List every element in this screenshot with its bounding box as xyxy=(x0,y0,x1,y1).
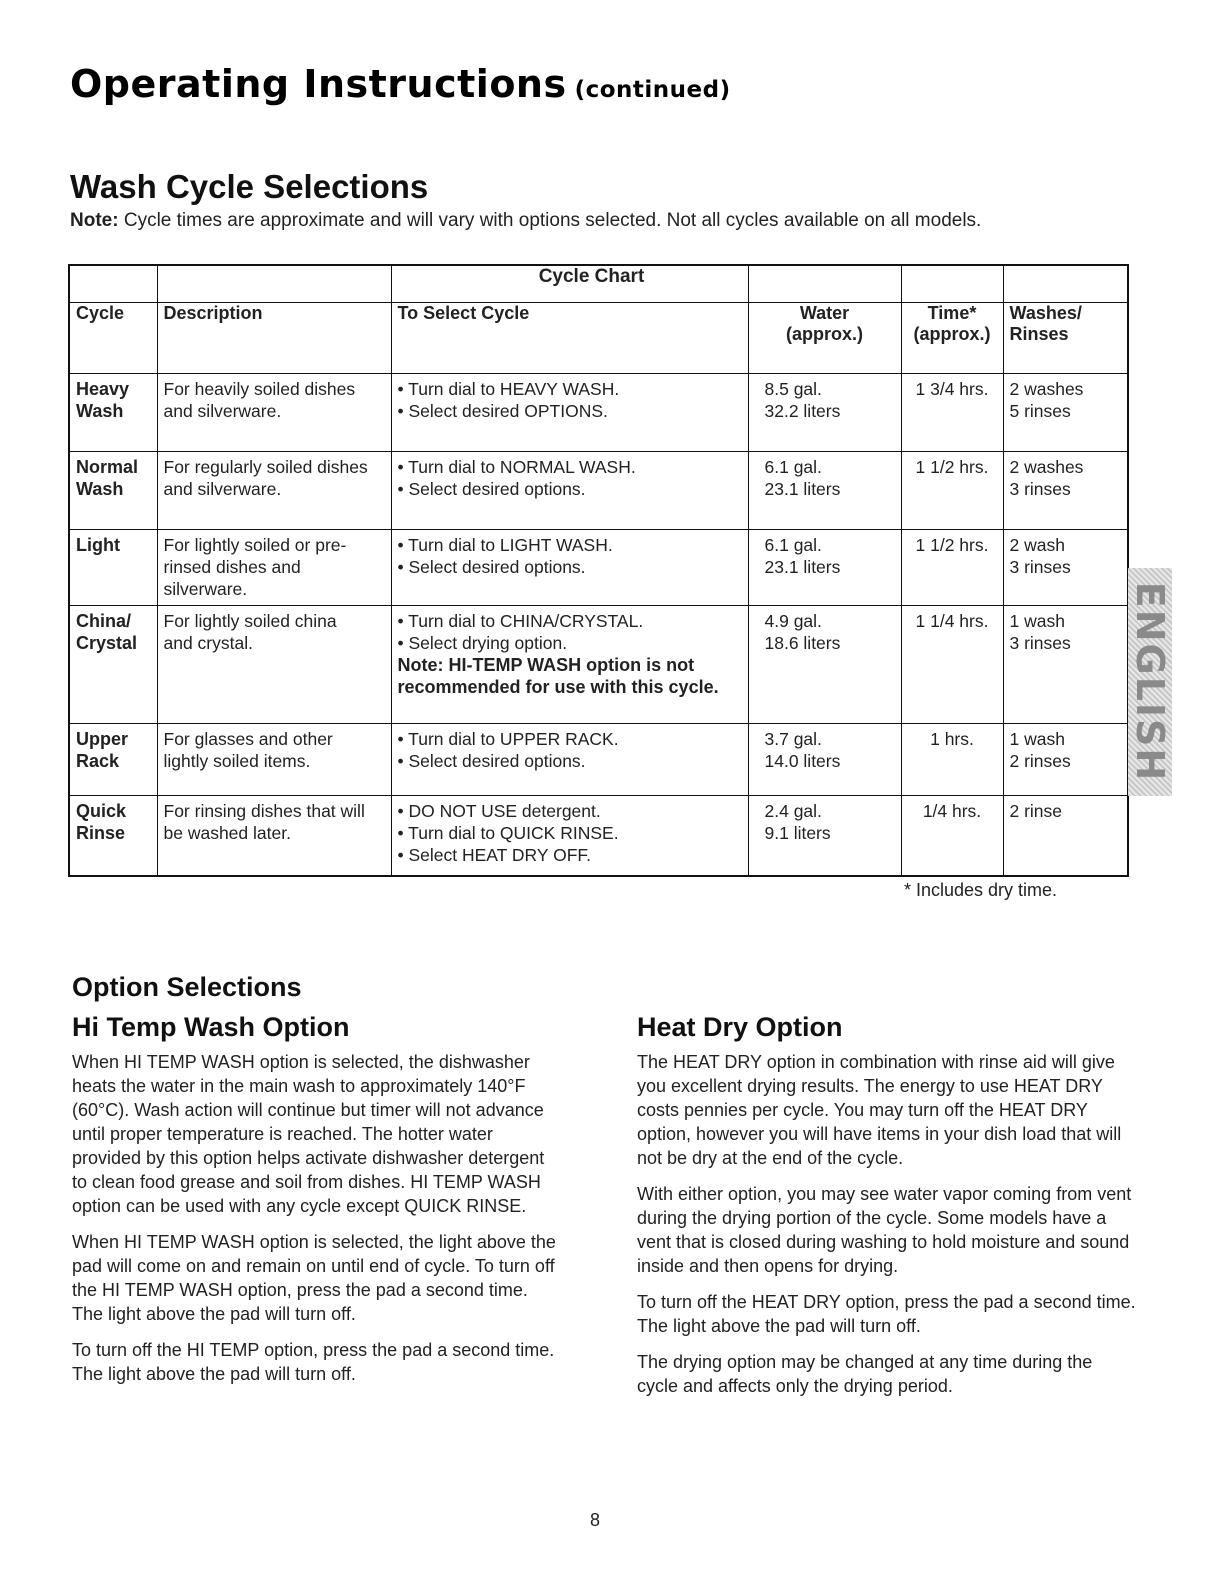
washes-line: 2 washes xyxy=(1009,457,1084,477)
cycle-chart-table xyxy=(68,264,1129,877)
heat-dry-body xyxy=(637,1050,1137,1410)
rinses-line: 5 rinses xyxy=(1009,401,1071,421)
water-liters: 18.6 liters xyxy=(764,633,841,653)
water-liters: 14.0 liters xyxy=(764,751,841,771)
note-label: Note: xyxy=(70,210,119,231)
header-washes-line1: Washes/ xyxy=(1009,303,1082,323)
select-step: • DO NOT USE detergent. xyxy=(397,801,601,821)
cycle-time: 1 1/4 hrs. xyxy=(901,606,1003,724)
select-step: • Turn dial to LIGHT WASH. xyxy=(397,535,613,555)
cycle-description xyxy=(157,452,391,530)
heat-dry-paragraph: With either option, you may see water vapor coming from vent during the drying portion of the cycle. Some models have a vent that is closed during washing to hold moisture and sound inside and then opens for drying. xyxy=(637,1184,1132,1276)
cycle-washes xyxy=(1003,724,1128,796)
select-step: • Turn dial to HEAVY WASH. xyxy=(397,379,620,399)
hi-temp-title: Hi Temp Wash Option xyxy=(72,1012,350,1042)
cycle-name-line: Upper xyxy=(76,729,129,749)
page-title-text: Operating Instructions xyxy=(70,62,567,106)
select-step: • Select desired options. xyxy=(397,557,586,577)
cycle-water xyxy=(748,724,901,796)
language-side-tab-label: ENGLISH xyxy=(1128,581,1172,783)
desc-line: and silverware. xyxy=(163,401,282,421)
note-text: Cycle times are approximate and will vary with options selected. Not all cycles available on all models. xyxy=(118,210,982,231)
cycle-name xyxy=(69,452,157,530)
page-title-suffix: (continued) xyxy=(574,77,731,103)
water-gal: 3.7 gal. xyxy=(764,729,822,749)
caption-blank xyxy=(1003,265,1128,303)
section-title: Wash Cycle Selections xyxy=(70,168,429,205)
select-note: Note: HI-TEMP WASH option is not recommended for use with this cycle. xyxy=(397,655,719,697)
cycle-select xyxy=(391,606,748,724)
note-line xyxy=(70,210,981,232)
header-time xyxy=(901,303,1003,374)
washes-line: 2 wash xyxy=(1009,535,1065,555)
heat-dry-paragraph: The drying option may be changed at any time during the cycle and affects only the drying period. xyxy=(637,1352,1093,1396)
select-step: • Turn dial to QUICK RINSE. xyxy=(397,823,619,843)
cycle-name-line: Heavy xyxy=(76,379,130,399)
select-step: • Select desired options. xyxy=(397,751,586,771)
cycle-description xyxy=(157,724,391,796)
desc-line: silverware. xyxy=(163,579,248,599)
washes-line: 1 wash xyxy=(1009,611,1065,631)
cycle-description xyxy=(157,606,391,724)
water-liters: 23.1 liters xyxy=(764,557,841,577)
cycle-name-line: Rinse xyxy=(76,823,126,843)
water-liters: 32.2 liters xyxy=(764,401,841,421)
cycle-select xyxy=(391,724,748,796)
water-gal: 8.5 gal. xyxy=(764,379,822,399)
header-water xyxy=(748,303,901,374)
chart-caption-row xyxy=(69,265,1128,303)
water-liters: 23.1 liters xyxy=(764,479,841,499)
table-row xyxy=(69,452,1128,530)
cycle-select xyxy=(391,452,748,530)
select-step: • Select desired OPTIONS. xyxy=(397,401,608,421)
water-gal: 2.4 gal. xyxy=(764,801,822,821)
cycle-name xyxy=(69,606,157,724)
cycle-washes xyxy=(1003,606,1128,724)
heat-dry-paragraph: To turn off the HEAT DRY option, press the pad a second time. The light above the pad will turn off. xyxy=(637,1292,1136,1336)
select-step: • Select drying option. xyxy=(397,633,568,653)
header-water-line1: Water xyxy=(799,303,850,323)
cycle-name-line: Crystal xyxy=(76,633,138,653)
select-step: • Turn dial to UPPER RACK. xyxy=(397,729,619,749)
cycle-name-line: Normal xyxy=(76,457,139,477)
table-row xyxy=(69,796,1128,876)
desc-line: For glasses and other xyxy=(163,729,333,749)
washes-line: 2 rinse xyxy=(1009,801,1063,821)
cycle-select xyxy=(391,374,748,452)
cycle-description xyxy=(157,374,391,452)
cycle-time: 1 3/4 hrs. xyxy=(901,374,1003,452)
hi-temp-paragraph: To turn off the HI TEMP option, press the pad a second time. The light above the pad will turn off. xyxy=(72,1340,555,1384)
heat-dry-paragraph: The HEAT DRY option in combination with rinse aid will give you excellent drying results. The energy to use HEAT DRY costs pennies per cycle. You may turn off the HEAT DRY option, however you will have items in your dish load that will not be dry at the end of the cycle. xyxy=(637,1052,1122,1168)
cycle-washes xyxy=(1003,374,1128,452)
select-step: • Select HEAT DRY OFF. xyxy=(397,845,591,865)
desc-line: For lightly soiled china xyxy=(163,611,337,631)
desc-line: For lightly soiled or pre- xyxy=(163,535,347,555)
water-liters: 9.1 liters xyxy=(764,823,831,843)
table-footnote: * Includes dry time. xyxy=(904,880,1058,900)
table-row xyxy=(69,530,1128,606)
cycle-name-line: China/ xyxy=(76,611,132,631)
header-time-line1: Time* xyxy=(927,303,977,323)
rinses-line: 2 rinses xyxy=(1009,751,1071,771)
water-gal: 6.1 gal. xyxy=(764,535,822,555)
rinses-line: 3 rinses xyxy=(1009,557,1071,577)
chart-caption: Cycle Chart xyxy=(391,265,748,303)
cycle-select xyxy=(391,796,748,876)
desc-line: For regularly soiled dishes xyxy=(163,457,368,477)
hi-temp-body xyxy=(72,1050,562,1398)
cycle-washes xyxy=(1003,452,1128,530)
cycle-name xyxy=(69,530,157,606)
header-select: To Select Cycle xyxy=(391,303,748,374)
cycle-name-line: Rack xyxy=(76,751,120,771)
select-step: • Turn dial to NORMAL WASH. xyxy=(397,457,636,477)
desc-line: and crystal. xyxy=(163,633,253,653)
rinses-line: 3 rinses xyxy=(1009,633,1071,653)
table-row xyxy=(69,374,1128,452)
caption-blank xyxy=(901,265,1003,303)
language-side-tab xyxy=(1128,568,1172,796)
cycle-time: 1 hrs. xyxy=(901,724,1003,796)
cycle-water xyxy=(748,374,901,452)
header-washes-line2: Rinses xyxy=(1009,324,1069,344)
cycle-time: 1 1/2 hrs. xyxy=(901,530,1003,606)
desc-line: be washed later. xyxy=(163,823,291,843)
hi-temp-paragraph: When HI TEMP WASH option is selected, the light above the pad will come on and remain on until end of cycle. To turn off the HI TEMP WASH option, press the pad a second time. The light above the pad will turn off. xyxy=(72,1232,556,1324)
header-washes xyxy=(1003,303,1128,374)
cycle-water xyxy=(748,452,901,530)
cycle-washes xyxy=(1003,530,1128,606)
select-step: • Turn dial to CHINA/CRYSTAL. xyxy=(397,611,644,631)
cycle-name-line: Wash xyxy=(76,401,124,421)
rinses-line: 3 rinses xyxy=(1009,479,1071,499)
cycle-name xyxy=(69,724,157,796)
caption-blank xyxy=(748,265,901,303)
heat-dry-title: Heat Dry Option xyxy=(637,1012,843,1042)
desc-line: and silverware. xyxy=(163,479,282,499)
header-cycle: Cycle xyxy=(69,303,157,374)
caption-blank xyxy=(157,265,391,303)
cycle-name-line: Light xyxy=(76,535,120,555)
washes-line: 1 wash xyxy=(1009,729,1065,749)
page-number: 8 xyxy=(590,1510,601,1530)
select-step: • Select desired options. xyxy=(397,479,586,499)
table-row xyxy=(69,724,1128,796)
desc-line: rinsed dishes and xyxy=(163,557,301,577)
table-row xyxy=(69,606,1128,724)
cycle-select xyxy=(391,530,748,606)
option-selections-title: Option Selections xyxy=(72,972,302,1002)
desc-line: lightly soiled items. xyxy=(163,751,311,771)
cycle-name xyxy=(69,374,157,452)
cycle-water xyxy=(748,796,901,876)
header-time-line2: (approx.) xyxy=(913,324,991,344)
water-gal: 4.9 gal. xyxy=(764,611,822,631)
cycle-name xyxy=(69,796,157,876)
cycle-time: 1/4 hrs. xyxy=(901,796,1003,876)
hi-temp-paragraph: When HI TEMP WASH option is selected, the dishwasher heats the water in the main wash to approximately 140°F (60°C). Wash action will continue but timer will not advance until proper temperature is reached. The hotter water provided by this option helps activate dishwasher detergent to clean food grease and soil from dishes. HI TEMP WASH option can be used with any cycle except QUICK RINSE. xyxy=(72,1052,545,1216)
water-gal: 6.1 gal. xyxy=(764,457,822,477)
cycle-name-line: Wash xyxy=(76,479,124,499)
page-title xyxy=(70,62,731,106)
header-water-line2: (approx.) xyxy=(785,324,863,344)
cycle-description xyxy=(157,530,391,606)
cycle-time: 1 1/2 hrs. xyxy=(901,452,1003,530)
table-header-row xyxy=(69,303,1128,374)
cycle-water xyxy=(748,606,901,724)
desc-line: For heavily soiled dishes xyxy=(163,379,356,399)
desc-line: For rinsing dishes that will xyxy=(163,801,365,821)
cycle-washes xyxy=(1003,796,1128,876)
cycle-water xyxy=(748,530,901,606)
cycle-name-line: Quick xyxy=(76,801,127,821)
caption-blank xyxy=(69,265,157,303)
washes-line: 2 washes xyxy=(1009,379,1084,399)
header-description: Description xyxy=(157,303,391,374)
cycle-description xyxy=(157,796,391,876)
